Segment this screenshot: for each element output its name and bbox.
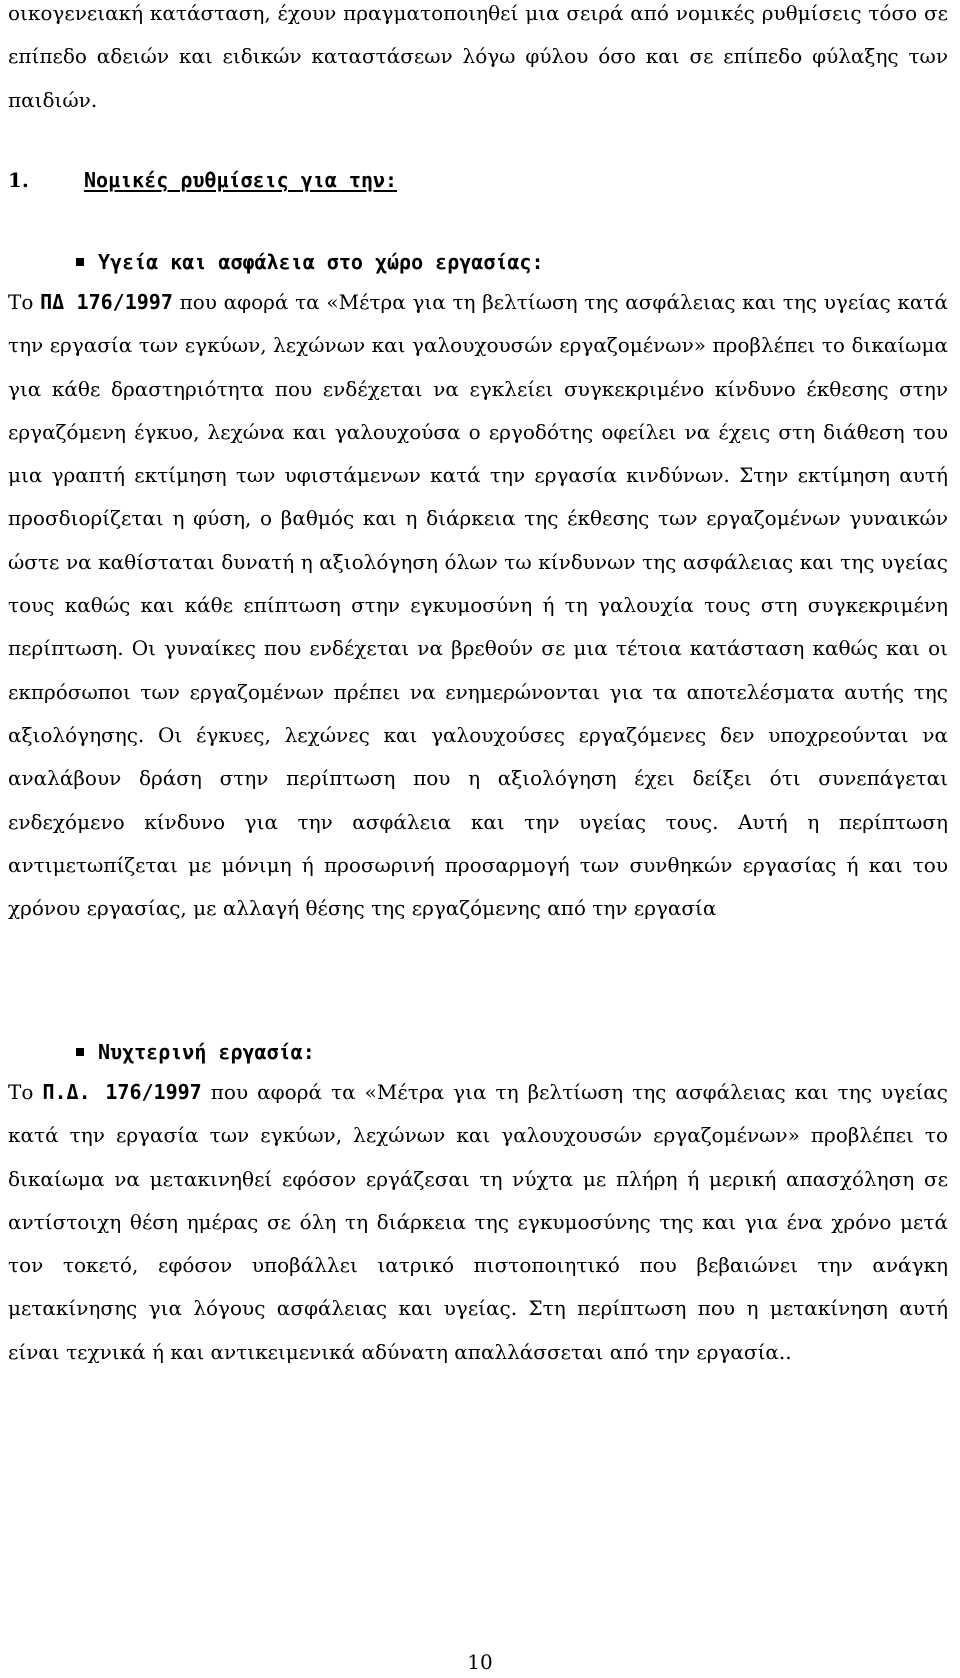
- section-title: Νομικές ρυθμίσεις για την:: [84, 168, 398, 192]
- square-bullet-icon: [76, 258, 84, 266]
- item1-paragraph: [8, 281, 948, 930]
- item2-paragraph: [8, 1071, 948, 1374]
- item1-heading-row: [76, 250, 544, 274]
- page-number: 10: [467, 1650, 493, 1674]
- item2-heading-row: [76, 1040, 315, 1064]
- intro-paragraph: [8, 0, 948, 122]
- item1-body: που αφορά τα «Μέτρα για τη βελτίωση της ασφάλειας και της υγείας κατά την εργασία των εγκύων, λεχώνων και γαλουχουσών εργαζομένων» προβλέπει το δικαίωμα για κάθε δραστηριότητα που ενδέχεται να εγκλείει συγκεκριμένο κίνδυνο έκθεσης στην εργαζόμενη έγκυο, λεχώνα και γαλουχούσα ο εργοδότης οφείλει να έχεις στη διάθεση του μια γραπτή εκτίμηση των υφιστάμενων κατά την εργασία κινδύνων. Στην εκτίμηση αυτή προσδιορίζεται η φύση, ο βαθμός και η διάρκεια της έκθεσης των εργαζομένων γυναικών ώστε να καθίσταται δυνατή η αξιολόγηση όλων τω κίνδυνων της ασφάλειας και της υγείας τους καθώς και κάθε επίπτωση στην εγκυμοσύνη ή τη γαλουχία τους στη συγκεκριμένη περίπτωση. Οι γυναίκες που ενδέχεται να βρεθούν σε μια τέτοια κατάσταση καθώς και οι εκπρόσωποι των εργαζομένων πρέπει να ενημερώνονται για τα αποτελέσματα αυτής της αξιολόγησης. Οι έγκυες, λεχώνες και γαλουχούσες εργαζόμενες δεν υποχρεούνται να αναλάβουν δράση στην περίπτωση που η αξιολόγηση έχει δείξει ότι συνεπάγεται ενδεχόμενο κίνδυνο για την ασφάλεια και την υγείας τους. Αυτή η περίπτωση αντιμετωπίζεται με μόνιμη ή προσωρινή προσαρμογή των συνθηκών εργασίας ή και του χρόνου εργασίας, με αλλαγή θέσης της εργαζόμενης από την εργασία: [8, 290, 948, 921]
- square-bullet-icon: [76, 1048, 84, 1056]
- item2-law-ref: Π.Δ. 176/1997: [42, 1080, 202, 1104]
- item1-heading: Υγεία και ασφάλεια στο χώρο εργασίας:: [98, 250, 544, 274]
- item2-prefix: Το: [8, 1080, 43, 1104]
- section-heading: [8, 168, 397, 192]
- item1-law-ref: ΠΔ 176/1997: [40, 290, 173, 314]
- intro-text: οικογενειακή κατάσταση, έχουν πραγματοποιηθεί μια σειρά από νομικές ρυθμίσεις τόσο σε επίπεδο αδειών και ειδικών καταστάσεων λόγω φύλου όσο και σε επίπεδο φύλαξης των παιδιών.: [8, 1, 948, 112]
- item2-heading: Νυχτερινή εργασία:: [98, 1040, 315, 1064]
- item1-prefix: Το: [8, 290, 41, 314]
- section-number: 1.: [8, 168, 29, 192]
- item2-body: που αφορά τα «Μέτρα για τη βελτίωση της ασφάλειας και της υγείας κατά την εργασία των εγκύων, λεχώνων και γαλουχουσών εργαζομένων» προβλέπει το δικαίωμα να μετακινηθεί εφόσον εργάζεσαι τη νύχτα με πλήρη ή μερική απασχόληση σε αντίστοιχη θέση ημέρας σε όλη τη διάρκεια της εγκυμοσύνης της και για ένα χρόνο μετά τον τοκετό, εφόσον υποβάλλει ιατρικό πιστοποιητικό που βεβαιώνει την ανάγκη μετακίνησης για λόγους ασφάλειας και υγείας. Στη περίπτωση που η μετακίνηση αυτή είναι τεχνικά ή και αντικειμενικά αδύνατη απαλλάσσεται από την εργασία..: [8, 1080, 948, 1364]
